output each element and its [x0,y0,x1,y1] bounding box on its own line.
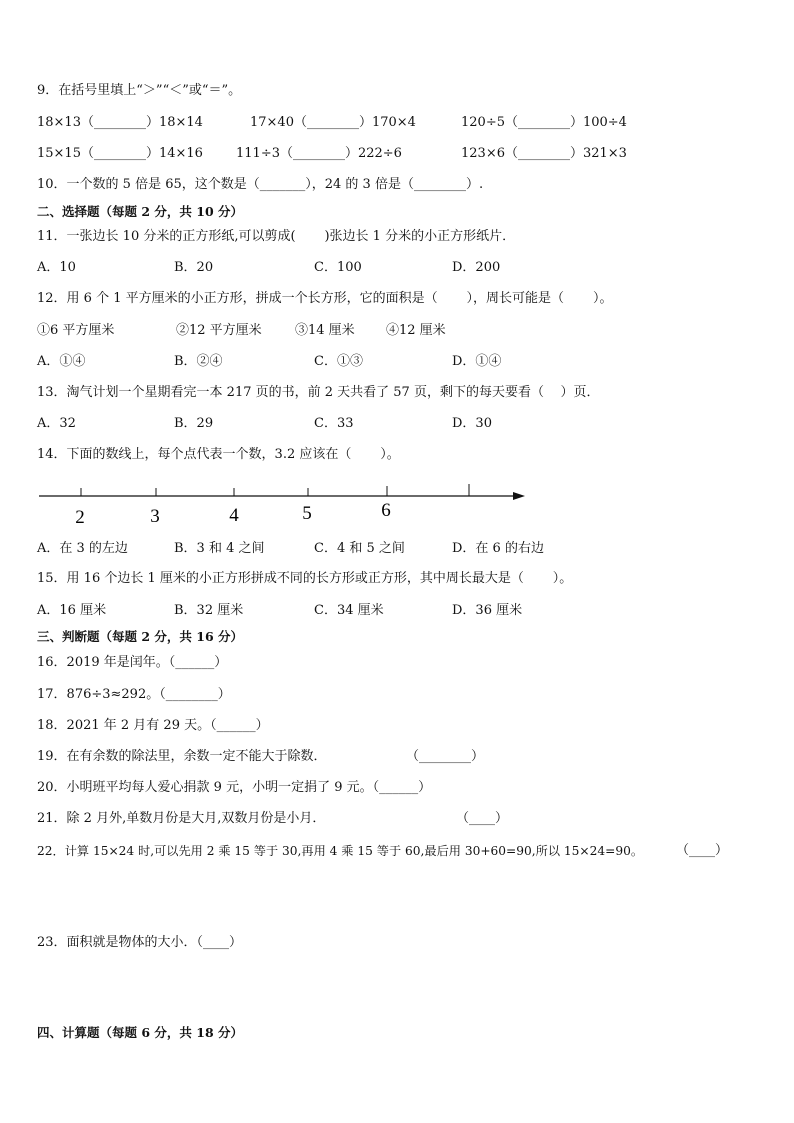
q9-item: 123×6（________）321×3 [461,146,627,161]
option-d: D．36 厘米 [452,603,523,618]
number-line [37,478,537,528]
option-d: D．①④ [452,354,502,369]
q10: 10．一个数的 5 倍是 65，这个数是（_______），24 的 3 倍是（________）. [37,177,484,192]
q12-choice: ②12 平方厘米 [176,323,262,338]
q19-blank: （________） [406,749,485,764]
q20: 20．小明班平均每人爱心捐款 9 元，小明一定捐了 9 元。（______） [37,780,432,795]
q9-title: 9．在括号里填上“＞”“＜”或“＝”。 [37,83,242,98]
option-b: B．②④ [174,354,223,369]
q9-item: 111÷3（________）222÷6 [236,146,402,161]
option-a: A．16 厘米 [37,603,107,618]
q16: 16．2019 年是闰年。（______） [37,655,228,670]
section-heading: 四、计算题（每题 6 分，共 18 分） [37,1025,244,1040]
option-d: D．200 [452,260,501,275]
option-a: A．①④ [37,354,86,369]
option-c: C．34 厘米 [314,603,384,618]
q21-text: 21．除 2 月外,单数月份是大月,双数月份是小月． [37,811,326,826]
tick-label: 6 [381,500,391,521]
option-b: B．20 [174,260,214,275]
q17: 17．876÷3≈292。（________） [37,687,231,702]
q15-text: 15．用 16 个边长 1 厘米的小正方形拼成不同的长方形或正方形，其中周长最大是（ ）。 [37,571,573,586]
q12-choice: ①6 平方厘米 [37,323,115,338]
q9-item: 120÷5（________）100÷4 [461,115,627,130]
q19-text: 19．在有余数的除法里，余数一定不能大于除数． [37,749,327,764]
tick-label: 5 [302,503,312,524]
option-c: C．4 和 5 之间 [314,541,405,556]
section-heading: 二、选择题（每题 2 分，共 10 分） [37,204,244,219]
q23: 23．面积就是物体的大小．（____） [37,935,243,950]
q9-item: 17×40（________）170×4 [250,115,416,130]
q12-choice: ④12 厘米 [386,323,446,338]
option-a: A．在 3 的左边 [37,541,128,556]
q18: 18．2021 年 2 月有 29 天。（______） [37,718,269,733]
tick-label: 2 [75,507,85,528]
option-b: B．32 厘米 [174,603,244,618]
q22-text: 22．计算 15×24 时,可以先用 2 乘 15 等于 30,再用 4 乘 15 等于 60,最后用 30+60=90,所以 15×24=90。 [37,844,644,858]
q14-text: 14．下面的数线上，每个点代表一个数，3.2 应该在（ ）。 [37,447,400,462]
option-b: B．29 [174,416,214,431]
option-d: D．在 6 的右边 [452,541,544,556]
option-a: A．10 [37,260,76,275]
q9-item: 15×15（________）14×16 [37,146,203,161]
section-heading: 三、判断题（每题 2 分，共 16 分） [37,629,244,644]
option-d: D．30 [452,416,492,431]
tick-label: 4 [229,505,239,526]
tick-label: 3 [150,506,160,527]
q12-choice: ③14 厘米 [295,323,355,338]
option-c: C．①③ [314,354,363,369]
option-c: C．33 [314,416,354,431]
option-a: A．32 [37,416,76,431]
q22-blank: （____） [676,843,729,858]
q9-item: 18×13（________）18×14 [37,115,203,130]
q12-text: 12．用 6 个 1 平方厘米的小正方形，拼成一个长方形，它的面积是（ ），周长可能是（ ）。 [37,291,613,306]
option-b: B．3 和 4 之间 [174,541,265,556]
q11-text: 11．一张边长 10 分米的正方形纸,可以剪成( )张边长 1 分米的小正方形纸片． [37,229,516,244]
option-c: C．100 [314,260,362,275]
q13-text: 13．淘气计划一个星期看完一本 217 页的书，前 2 天共看了 57 页，剩下的每天要看（ ）页． [37,385,600,400]
q21-blank: （____） [456,811,509,826]
number-line-arrow [513,492,525,500]
